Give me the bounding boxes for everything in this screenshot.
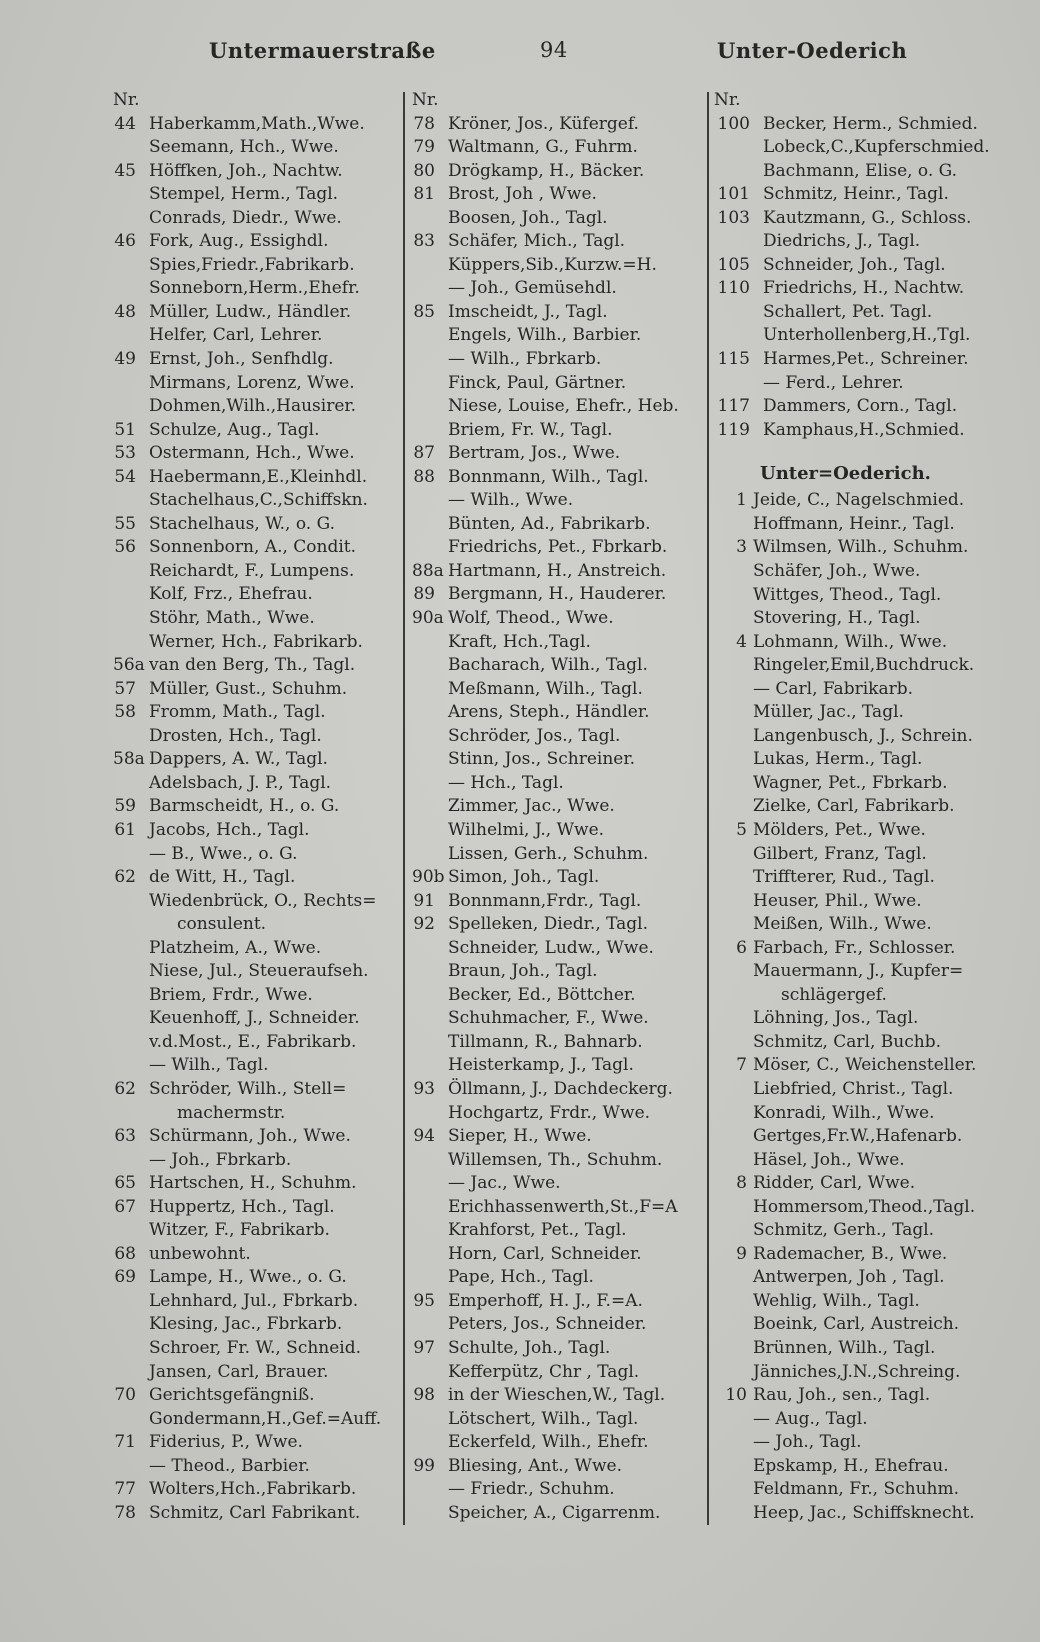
resident-entry: Kröner, Jos., Küfergef. (448, 113, 639, 134)
house-number: 4 (736, 631, 747, 652)
resident-entry: Wilmsen, Wilh., Schuhm. (753, 537, 969, 558)
resident-entry: Schürmann, Joh., Wwe. (149, 1126, 351, 1147)
house-number: 89 (413, 584, 435, 605)
running-head-right: Unter-Oederich (717, 38, 908, 63)
resident-entry: Schmitz, Heinr., Tagl. (763, 184, 949, 205)
house-number: 78 (413, 113, 435, 134)
house-number: 54 (114, 466, 136, 487)
number-column-label: Nr. (714, 90, 741, 110)
number-column-label: Nr. (113, 90, 140, 110)
resident-entry: Diedrichs, J., Tagl. (763, 231, 921, 252)
resident-entry: — Hch., Tagl. (448, 772, 564, 793)
resident-entry: Meißen, Wilh., Wwe. (753, 914, 932, 935)
house-number: 69 (114, 1267, 136, 1288)
house-number: 87 (413, 443, 435, 464)
house-number: 77 (114, 1479, 136, 1500)
house-number: 92 (413, 914, 435, 935)
resident-entry: Bergmann, H., Hauderer. (448, 584, 667, 605)
house-number: 101 (717, 184, 750, 205)
resident-entry: Farbach, Fr., Schlosser. (753, 937, 956, 958)
resident-entry: van den Berg, Th., Tagl. (149, 655, 356, 676)
resident-entry: Schäfer, Joh., Wwe. (753, 560, 921, 581)
page-number: 94 (540, 38, 568, 62)
resident-entry: Speicher, A., Cigarrenm. (448, 1502, 661, 1523)
resident-entry: de Witt, H., Tagl. (149, 867, 296, 888)
resident-entry: Harmes,Pet., Schreiner. (763, 349, 969, 370)
resident-entry: Lampe, H., Wwe., o. G. (149, 1267, 347, 1288)
house-number: 67 (114, 1196, 136, 1217)
house-number: 57 (114, 678, 136, 699)
section-heading: Unter=Oederich. (760, 463, 931, 485)
resident-entry: Drosten, Hch., Tagl. (149, 725, 322, 746)
resident-entry: schlägergef. (781, 984, 887, 1005)
resident-entry: Sonneborn,Herm.,Ehefr. (149, 278, 360, 299)
resident-entry: Niese, Jul., Steueraufseh. (149, 961, 369, 982)
resident-entry: — Theod., Barbier. (149, 1455, 310, 1476)
column-divider (403, 92, 405, 1525)
house-number: 56 (114, 537, 136, 558)
resident-entry: Gertges,Fr.W.,Hafenarb. (753, 1126, 963, 1147)
resident-entry: — B., Wwe., o. G. (149, 843, 298, 864)
house-number: 85 (413, 301, 435, 322)
resident-entry: Wagner, Pet., Fbrkarb. (753, 772, 948, 793)
resident-entry: Sonnenborn, A., Condit. (149, 537, 357, 558)
house-number: 63 (114, 1126, 136, 1147)
resident-entry: Briem, Fr. W., Tagl. (448, 419, 613, 440)
resident-entry: — Joh., Gemüsehdl. (448, 278, 617, 299)
resident-entry: Klesing, Jac., Fbrkarb. (149, 1314, 343, 1335)
resident-entry: Haberkamm,Math.,Wwe. (149, 113, 365, 134)
resident-entry: Müller, Jac., Tagl. (753, 702, 904, 723)
resident-entry: Jansen, Carl, Brauer. (149, 1361, 329, 1382)
resident-entry: Schmitz, Gerh., Tagl. (753, 1220, 935, 1241)
house-number: 61 (114, 819, 136, 840)
resident-entry: Hommersom,Theod.,Tagl. (753, 1196, 976, 1217)
resident-entry: Höffken, Joh., Nachtw. (149, 160, 343, 181)
resident-entry: Jacobs, Hch., Tagl. (149, 819, 310, 840)
resident-entry: Konradi, Wilh., Wwe. (753, 1102, 935, 1123)
resident-entry: Schulze, Aug., Tagl. (149, 419, 320, 440)
number-column-label: Nr. (412, 90, 439, 110)
resident-entry: Gondermann,H.,Gef.=Auff. (149, 1408, 382, 1429)
resident-entry: Engels, Wilh., Barbier. (448, 325, 642, 346)
resident-entry: Brünnen, Wilh., Tagl. (753, 1338, 936, 1358)
resident-entry: Feldmann, Fr., Schuhm. (753, 1479, 960, 1500)
house-number: 48 (114, 301, 136, 322)
resident-entry: — Jac., Wwe. (448, 1173, 561, 1194)
resident-entry: — Carl, Fabrikarb. (753, 678, 913, 699)
resident-entry: Gilbert, Franz, Tagl. (753, 843, 927, 864)
resident-entry: Bertram, Jos., Wwe. (448, 443, 621, 464)
resident-entry: Krahforst, Pet., Tagl. (448, 1220, 627, 1241)
resident-entry: machermstr. (177, 1102, 286, 1123)
house-number: 53 (114, 443, 136, 464)
resident-entry: Lötschert, Wilh., Tagl. (448, 1408, 639, 1429)
house-number: 55 (114, 513, 136, 534)
resident-entry: Müller, Ludw., Händler. (149, 301, 352, 322)
house-number: 91 (413, 890, 435, 911)
resident-entry: Heep, Jac., Schiffsknecht. (753, 1502, 975, 1523)
resident-entry: — Joh., Tagl. (753, 1432, 862, 1453)
resident-entry: Conrads, Diedr., Wwe. (149, 207, 342, 228)
house-number: 8 (736, 1173, 747, 1194)
resident-entry: Willemsen, Th., Schuhm. (448, 1149, 663, 1170)
resident-entry: — Aug., Tagl. (753, 1408, 868, 1429)
resident-entry: Fromm, Math., Tagl. (149, 702, 326, 723)
resident-entry: Bonnmann, Wilh., Tagl. (448, 466, 649, 487)
resident-entry: Werner, Hch., Fabrikarb. (149, 631, 363, 652)
resident-entry: Hartmann, H., Anstreich. (448, 560, 667, 581)
resident-entry: Becker, Herm., Schmied. (763, 113, 978, 134)
resident-entry: Erichhassenwerth,St.,F=A (448, 1196, 678, 1217)
resident-entry: Arens, Steph., Händler. (448, 702, 650, 723)
house-number: 58 (114, 702, 136, 723)
resident-entry: Dammers, Corn., Tagl. (763, 396, 958, 417)
resident-entry: Lehnhard, Jul., Fbrkarb. (149, 1290, 359, 1311)
resident-entry: Ostermann, Hch., Wwe. (149, 443, 355, 464)
resident-entry: Adelsbach, J. P., Tagl. (149, 772, 332, 793)
resident-entry: Löhning, Jos., Tagl. (753, 1008, 919, 1029)
resident-entry: Finck, Paul, Gärtner. (448, 372, 627, 393)
resident-entry: Heuser, Phil., Wwe. (753, 890, 922, 911)
house-number: 115 (717, 349, 750, 370)
house-number: 1 (736, 490, 747, 511)
resident-entry: Dappers, A. W., Tagl. (149, 749, 328, 770)
house-number: 90b (412, 867, 445, 888)
resident-entry: Stachelhaus,C.,Schiffskn. (149, 490, 368, 511)
resident-entry: Jeide, C., Nagelschmied. (753, 490, 965, 511)
house-number: 6 (736, 937, 747, 958)
resident-entry: Müller, Gust., Schuhm. (149, 678, 348, 699)
resident-entry: Lissen, Gerh., Schuhm. (448, 843, 649, 864)
house-number: 93 (413, 1078, 435, 1099)
resident-entry: Rademacher, B., Wwe. (753, 1243, 948, 1264)
resident-entry: Ernst, Joh., Senfhdlg. (149, 349, 334, 370)
resident-entry: Peters, Jos., Schneider. (448, 1314, 647, 1335)
running-head-left: Untermauerstraße (209, 38, 436, 63)
house-number: 62 (114, 1078, 136, 1099)
resident-entry: Meßmann, Wilh., Tagl. (448, 678, 643, 699)
house-number: 110 (717, 278, 750, 299)
resident-entry: Huppertz, Hch., Tagl. (149, 1196, 335, 1217)
resident-entry: Keuenhoff, J., Schneider. (149, 1008, 360, 1029)
house-number: 117 (717, 396, 750, 417)
house-number: 58a (113, 749, 145, 770)
resident-entry: Schallert, Pet. Tagl. (763, 301, 933, 322)
resident-entry: Fiderius, P., Wwe. (149, 1432, 303, 1453)
resident-entry: Kolf, Frz., Ehefrau. (149, 584, 313, 605)
resident-entry: Barmscheidt, H., o. G. (149, 796, 340, 817)
resident-entry: Mauermann, J., Kupfer= (753, 961, 964, 982)
house-number: 68 (114, 1243, 136, 1264)
resident-entry: Witzer, F., Fabrikarb. (149, 1220, 330, 1241)
house-number: 119 (717, 419, 750, 440)
house-number: 97 (413, 1337, 435, 1358)
resident-entry: Wittges, Theod., Tagl. (753, 584, 942, 605)
resident-entry: Stempel, Herm., Tagl. (149, 184, 339, 205)
resident-entry: Wolf, Theod., Wwe. (448, 608, 614, 629)
resident-entry: Schroer, Fr. W., Schneid. (149, 1337, 362, 1358)
resident-entry: Heisterkamp, J., Tagl. (448, 1055, 634, 1076)
house-number: 7 (736, 1055, 747, 1076)
resident-entry: Spelleken, Diedr., Tagl. (448, 914, 648, 935)
resident-entry: Becker, Ed., Böttcher. (448, 984, 636, 1005)
resident-entry: Lobeck,C.,Kupferschmied. (763, 137, 990, 158)
resident-entry: Friedrichs, Pet., Fbrkarb. (448, 537, 668, 558)
resident-entry: Hochgartz, Frdr., Wwe. (448, 1102, 651, 1123)
resident-entry: — Wilh., Tagl. (149, 1055, 269, 1076)
house-number: 51 (114, 419, 136, 440)
house-number: 56a (113, 655, 145, 676)
resident-entry: Waltmann, G., Fuhrm. (448, 137, 638, 158)
resident-entry: Zimmer, Jac., Wwe. (448, 796, 615, 817)
resident-entry: Lukas, Herm., Tagl. (753, 749, 923, 770)
resident-entry: Kamphaus,H.,Schmied. (763, 419, 965, 440)
resident-entry: Ridder, Carl, Wwe. (753, 1173, 916, 1194)
resident-entry: — Wilh., Fbrkarb. (448, 349, 602, 370)
resident-entry: Brost, Joh , Wwe. (448, 184, 597, 205)
resident-entry: Sieper, H., Wwe. (448, 1126, 592, 1147)
house-number: 80 (413, 160, 435, 181)
house-number: 44 (114, 113, 136, 134)
resident-entry: Möser, C., Weichensteller. (753, 1055, 977, 1076)
house-number: 46 (114, 231, 136, 252)
resident-entry: Fork, Aug., Essighdl. (149, 231, 329, 252)
house-number: 65 (114, 1173, 136, 1194)
resident-entry: Horn, Carl, Schneider. (448, 1243, 642, 1264)
resident-entry: Stinn, Jos., Schreiner. (448, 749, 636, 770)
resident-entry: Zielke, Carl, Fabrikarb. (753, 796, 955, 817)
resident-entry: Bliesing, Ant., Wwe. (448, 1455, 622, 1476)
resident-entry: Wiedenbrück, O., Rechts= (149, 890, 377, 911)
resident-entry: Küppers,Sib.,Kurzw.=H. (448, 254, 657, 275)
resident-entry: Reichardt, F., Lumpens. (149, 560, 355, 581)
resident-entry: in der Wieschen,W., Tagl. (448, 1385, 666, 1406)
resident-entry: Schulte, Joh., Tagl. (448, 1337, 611, 1358)
resident-entry: Jänniches,J.N.,Schreing. (753, 1361, 961, 1382)
resident-entry: Emperhoff, H. J., F.=A. (448, 1290, 643, 1311)
resident-entry: Friedrichs, H., Nachtw. (763, 278, 965, 299)
resident-entry: Unterhollenberg,H.,Tgl. (763, 325, 971, 346)
resident-entry: Schröder, Jos., Tagl. (448, 725, 621, 746)
house-number: 88a (412, 560, 444, 581)
resident-entry: — Wilh., Wwe. (448, 490, 574, 511)
house-number: 71 (114, 1432, 136, 1453)
resident-entry: Schäfer, Mich., Tagl. (448, 231, 626, 252)
resident-entry: Helfer, Carl, Lehrer. (149, 325, 323, 346)
house-number: 62 (114, 867, 136, 888)
resident-entry: Schröder, Wilh., Stell= (149, 1078, 347, 1099)
resident-entry: Hartschen, H., Schuhm. (149, 1173, 357, 1194)
house-number: 105 (717, 254, 750, 275)
resident-entry: Häsel, Joh., Wwe. (753, 1149, 905, 1170)
house-number: 9 (736, 1243, 747, 1264)
resident-entry: Boosen, Joh., Tagl. (448, 207, 608, 228)
resident-entry: consulent. (177, 914, 267, 935)
resident-entry: Öllmann, J., Dachdeckerg. (448, 1078, 673, 1099)
house-number: 100 (717, 113, 750, 134)
resident-entry: Stöhr, Math., Wwe. (149, 608, 315, 629)
resident-entry: v.d.Most., E., Fabrikarb. (149, 1031, 357, 1052)
resident-entry: Liebfried, Christ., Tagl. (753, 1078, 954, 1099)
resident-entry: Stovering, H., Tagl. (753, 608, 921, 629)
house-number: 49 (114, 349, 136, 370)
resident-entry: Antwerpen, Joh , Tagl. (753, 1267, 945, 1288)
resident-entry: unbewohnt. (149, 1243, 251, 1264)
resident-entry: Gerichtsgefängniß. (149, 1385, 315, 1406)
resident-entry: Wehlig, Wilh., Tagl. (753, 1290, 920, 1311)
resident-entry: Kefferpütz, Chr , Tagl. (448, 1361, 640, 1382)
resident-entry: Bünten, Ad., Fabrikarb. (448, 513, 651, 534)
resident-entry: Dohmen,Wilh.,Hausirer. (149, 396, 357, 417)
resident-entry: Schuhmacher, F., Wwe. (448, 1008, 649, 1029)
house-number: 70 (114, 1385, 136, 1406)
resident-entry: Tillmann, R., Bahnarb. (448, 1031, 643, 1052)
house-number: 81 (413, 184, 435, 205)
resident-entry: Kraft, Hch.,Tagl. (448, 631, 591, 652)
resident-entry: Imscheidt, J., Tagl. (448, 301, 608, 322)
column-divider (707, 92, 709, 1525)
house-number: 90a (412, 608, 444, 629)
house-number: 83 (413, 231, 435, 252)
house-number: 3 (736, 537, 747, 558)
resident-entry: Pape, Hch., Tagl. (448, 1267, 594, 1288)
resident-entry: — Friedr., Schuhm. (448, 1479, 615, 1500)
resident-entry: Epskamp, H., Ehefrau. (753, 1455, 949, 1476)
resident-entry: Haebermann,E.,Kleinhdl. (149, 466, 368, 487)
resident-entry: Kautzmann, G., Schloss. (763, 207, 972, 228)
resident-entry: Briem, Frdr., Wwe. (149, 984, 313, 1005)
house-number: 95 (413, 1290, 435, 1311)
resident-entry: Schmitz, Carl Fabrikant. (149, 1502, 361, 1523)
resident-entry: Mölders, Pet., Wwe. (753, 819, 926, 840)
resident-entry: Mirmans, Lorenz, Wwe. (149, 372, 355, 393)
resident-entry: Bonnmann,Frdr., Tagl. (448, 890, 642, 911)
house-number: 99 (413, 1455, 435, 1476)
resident-entry: Wilhelmi, J., Wwe. (448, 819, 605, 840)
resident-entry: Simon, Joh., Tagl. (448, 867, 600, 888)
resident-entry: Rau, Joh., sen., Tagl. (753, 1385, 931, 1406)
resident-entry: Ringeler,Emil,Buchdruck. (753, 655, 975, 676)
house-number: 59 (114, 796, 136, 817)
resident-entry: Seemann, Hch., Wwe. (149, 137, 339, 158)
house-number: 98 (413, 1385, 435, 1406)
house-number: 103 (717, 207, 750, 228)
house-number: 5 (736, 819, 747, 840)
resident-entry: Schneider, Joh., Tagl. (763, 254, 946, 275)
resident-entry: Boeink, Carl, Austreich. (753, 1314, 960, 1335)
resident-entry: — Ferd., Lehrer. (763, 372, 904, 393)
resident-entry: — Joh., Fbrkarb. (149, 1149, 292, 1170)
resident-entry: Triffterer, Rud., Tagl. (753, 867, 935, 888)
house-number: 94 (413, 1126, 435, 1147)
resident-entry: Stachelhaus, W., o. G. (149, 513, 335, 534)
resident-entry: Bachmann, Elise, o. G. (763, 160, 958, 181)
resident-entry: Braun, Joh., Tagl. (448, 961, 598, 982)
resident-entry: Drögkamp, H., Bäcker. (448, 160, 645, 181)
resident-entry: Hoffmann, Heinr., Tagl. (753, 513, 955, 534)
resident-entry: Bacharach, Wilh., Tagl. (448, 655, 648, 676)
resident-entry: Wolters,Hch.,Fabrikarb. (149, 1479, 357, 1500)
resident-entry: Schmitz, Carl, Buchb. (753, 1031, 941, 1052)
resident-entry: Eckerfeld, Wilh., Ehefr. (448, 1432, 649, 1453)
resident-entry: Niese, Louise, Ehefr., Heb. (448, 396, 679, 417)
resident-entry: Platzheim, A., Wwe. (149, 937, 322, 958)
resident-entry: Langenbusch, J., Schrein. (753, 725, 973, 746)
house-number: 78 (114, 1502, 136, 1523)
house-number: 10 (725, 1385, 747, 1406)
house-number: 45 (114, 160, 136, 181)
house-number: 88 (413, 466, 435, 487)
resident-entry: Schneider, Ludw., Wwe. (448, 937, 654, 958)
house-number: 79 (413, 137, 435, 158)
resident-entry: Lohmann, Wilh., Wwe. (753, 631, 948, 652)
resident-entry: Spies,Friedr.,Fabrikarb. (149, 254, 355, 275)
